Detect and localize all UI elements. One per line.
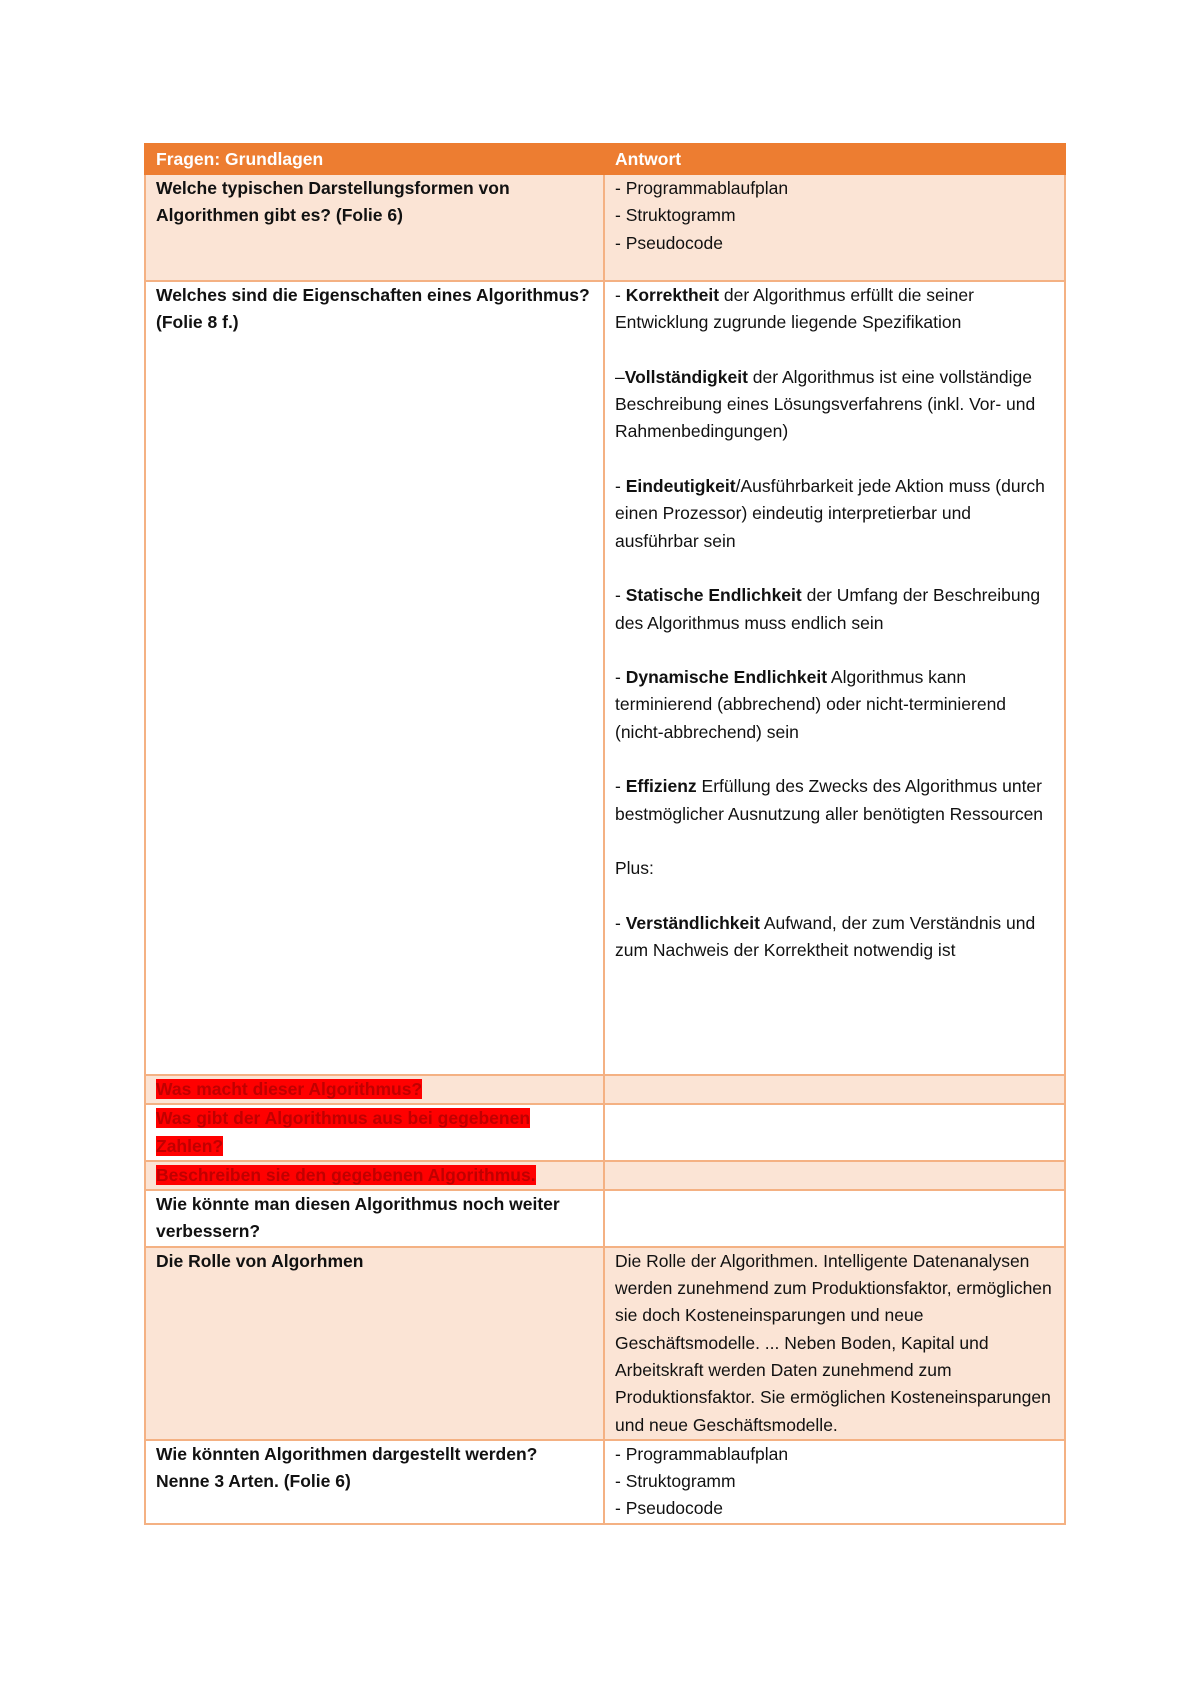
question-text: Wie könnte man diesen Algorithmus noch weiter verbessern?	[156, 1194, 560, 1242]
property-item: - Dynamische Endlichkeit Algorithmus kann terminierend (abbrechend) oder nicht-terminierend (nicht-abbrechend) sein	[615, 667, 1007, 742]
question-cell	[145, 1104, 604, 1161]
property-term: Eindeutigkeit	[625, 476, 736, 497]
table-row	[145, 281, 1065, 1075]
property-term: Dynamische Endlichkeit	[625, 667, 828, 688]
question-cell	[145, 281, 604, 1075]
table-row	[145, 174, 1065, 281]
answer-line: - Pseudocode	[615, 232, 723, 253]
question-text: Welche typischen Darstellungsformen von Algorithmen gibt es? (Folie 6)	[156, 178, 510, 226]
answer-cell	[604, 1104, 1065, 1161]
table-header-row	[145, 144, 1065, 174]
table-row	[145, 1190, 1065, 1247]
highlighted-question: Beschreiben sie den gegebenen Algorithmus.	[156, 1164, 536, 1185]
table-row	[145, 1075, 1065, 1104]
question-cell	[145, 1161, 604, 1190]
property-term: Korrektheit	[625, 285, 720, 305]
question-cell	[145, 1190, 604, 1247]
answer-cell	[604, 1190, 1065, 1247]
property-item: –Vollständigkeit der Algorithmus ist eine vollständige Beschreibung eines Lösungsverfahrens (inkl. Vor- und Rahmenbedingungen)	[615, 366, 1036, 442]
property-item: - Eindeutigkeit/Ausführbarkeit jede Aktion muss (durch einen Prozessor) eindeutig interpretierbar und ausführbar sein	[615, 476, 1045, 551]
answer-line: - Programmablaufplan	[615, 1443, 789, 1464]
question-text: Wie könnten Algorithmen dargestellt werden? Nenne 3 Arten. (Folie 6)	[156, 1443, 538, 1492]
answer-line: - Struktogramm	[615, 1471, 736, 1492]
property-term: Statische Endlichkeit	[625, 585, 802, 606]
table-row	[145, 1440, 1065, 1524]
answer-line: - Struktogramm	[615, 205, 736, 226]
property-term: Vollständigkeit	[624, 366, 748, 387]
question-cell	[145, 1440, 604, 1524]
question-cell	[145, 174, 604, 281]
property-item: - Korrektheit der Algorithmus erfüllt die seiner Entwicklung zugrunde liegende Spezifikation	[615, 285, 974, 333]
question-cell	[145, 1247, 604, 1440]
header-answer: Antwort	[604, 144, 1065, 174]
table-row	[145, 1104, 1065, 1161]
question-text: Die Rolle von Algorhmen	[156, 1250, 364, 1271]
plus-label: Plus:	[615, 858, 654, 879]
answer-cell	[604, 174, 1065, 281]
answer-cell	[604, 1247, 1065, 1440]
table-row	[145, 1161, 1065, 1190]
question-text: Welches sind die Eigenschaften eines Algorithmus? (Folie 8 f.)	[156, 285, 590, 333]
answer-cell	[604, 1161, 1065, 1190]
property-item: - Verständlichkeit Aufwand, der zum Verständnis und zum Nachweis der Korrektheit notwendig ist	[615, 912, 1036, 961]
question-cell	[145, 1075, 604, 1104]
answer-cell	[604, 1440, 1065, 1524]
highlighted-question: Was macht dieser Algorithmus?	[156, 1079, 423, 1099]
answer-line: - Pseudocode	[615, 1498, 723, 1519]
answer-text: Die Rolle der Algorithmen. Intelligente Datenanalysen werden zunehmend zum Produktionsfaktor, ermöglichen sie doch Kosteneinsparungen und neue Geschäftsmodelle. ... Neben Boden, Kapital und Arbeitskraft werden Daten zunehmend zum Produktionsfaktor. Sie ermöglichen Kosteneinsparungen und neue Geschäftsmodelle.	[615, 1250, 1052, 1435]
header-question: Fragen: Grundlagen	[145, 144, 604, 174]
highlighted-question: Was gibt der Algorithmus aus bei gegebenen Zahlen?	[156, 1108, 531, 1156]
table-row	[145, 1247, 1065, 1440]
property-item: - Statische Endlichkeit der Umfang der Beschreibung des Algorithmus muss endlich sein	[615, 585, 1041, 633]
answer-line: - Programmablaufplan	[615, 178, 789, 198]
property-term: Effizienz	[625, 776, 697, 797]
answer-cell	[604, 1075, 1065, 1104]
answer-cell	[604, 281, 1065, 1075]
property-item: - Effizienz Erfüllung des Zwecks des Algorithmus unter bestmöglicher Ausnutzung aller benötigten Ressourcen	[615, 776, 1044, 824]
property-term: Verständlichkeit	[625, 912, 760, 933]
qa-table	[144, 143, 1066, 1525]
